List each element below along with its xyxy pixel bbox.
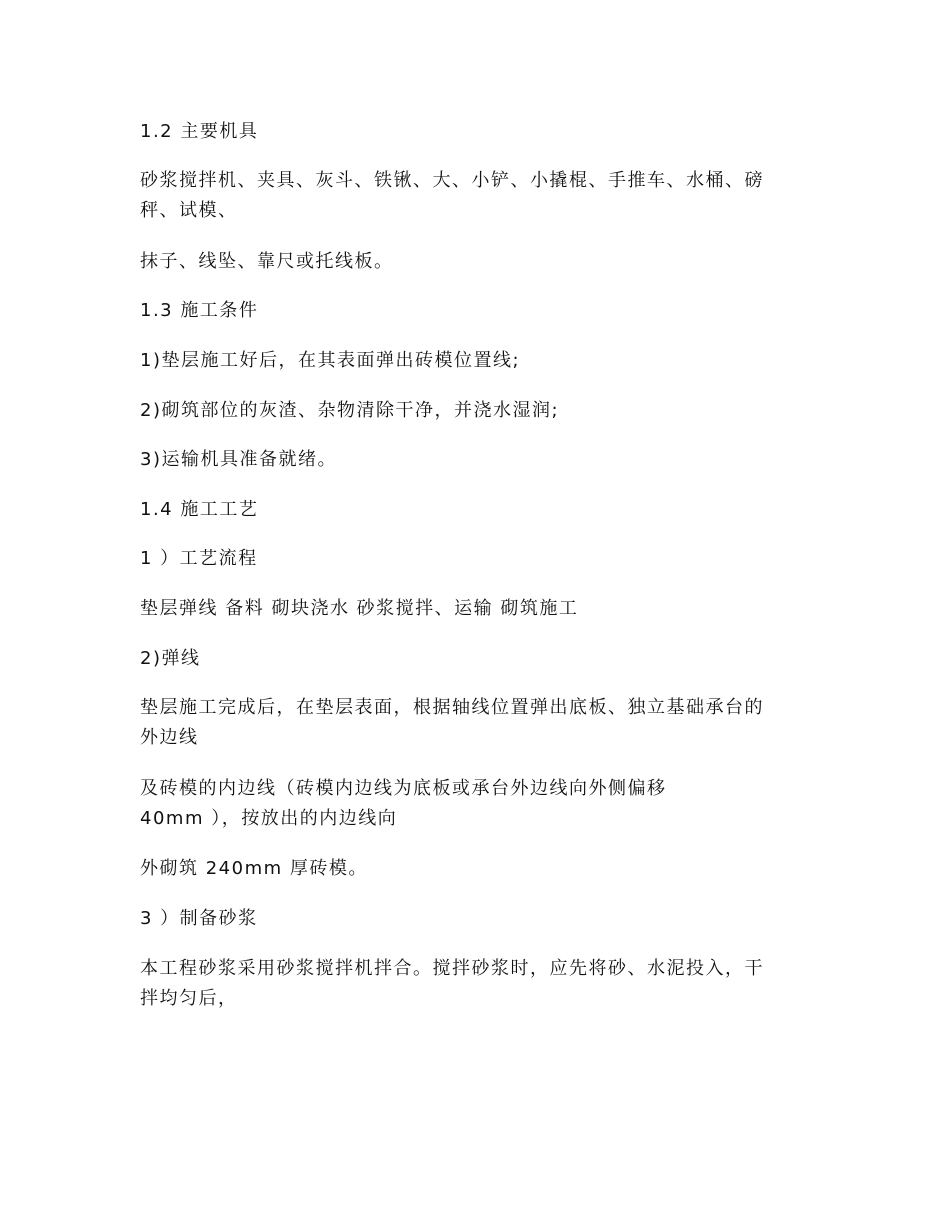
paragraph-line: 本工程砂浆采用砂浆搅拌机拌合。搅拌砂浆时，应先将砂、水泥投入，干 [140, 958, 764, 979]
paragraph-mortar-prep [140, 954, 812, 1014]
paragraph-line: 1.2 主要机具 [140, 121, 259, 142]
paragraph-line: 秤、试模、 [140, 200, 238, 221]
paragraph-line: 砂浆搅拌机、夹具、灰斗、铁锹、大、小铲、小撬棍、手推车、水桶、磅 [140, 170, 764, 191]
paragraph-line: 3)运输机具准备就绪。 [140, 449, 337, 470]
paragraph-line: 1)垫层施工好后，在其表面弹出砖模位置线; [140, 350, 521, 371]
paragraph-tools-list [140, 166, 812, 226]
paragraph-line: 40mm ），按放出的内边线向 [140, 808, 398, 829]
paragraph-line: 1 ）工艺流程 [140, 548, 258, 569]
paragraph-line: 1.3 施工条件 [140, 300, 259, 321]
list-item-condition-1 [140, 346, 812, 376]
paragraph-line: 1.4 施工工艺 [140, 499, 259, 520]
paragraph-line: 2)砌筑部位的灰渣、杂物清除干净，并浇水湿润; [140, 400, 560, 421]
paragraph-line: 外边线 [140, 727, 199, 748]
paragraph-line: 垫层施工完成后，在垫层表面，根据轴线位置弹出底板、独立基础承台的 [140, 697, 764, 718]
paragraph-inner-edge [140, 774, 812, 834]
subheading-line-marking [140, 644, 812, 674]
paragraph-line: 拌均匀后， [140, 988, 238, 1009]
paragraph-line: 3 ）制备砂浆 [140, 908, 258, 929]
heading-construction-conditions [140, 296, 812, 326]
paragraph-line: 外砌筑 240mm 厚砖模。 [140, 858, 368, 879]
paragraph-line-marking [140, 693, 812, 753]
paragraph-line: 及砖模的内边线（砖模内边线为底板或承台外边线向外侧偏移 [140, 778, 667, 799]
list-item-condition-2 [140, 396, 812, 426]
paragraph-process-flow [140, 594, 812, 624]
subheading-mortar-prep [140, 904, 812, 934]
paragraph-line: 2)弹线 [140, 648, 201, 669]
paragraph-line: 抹子、线坠、靠尺或托线板。 [140, 251, 394, 272]
subheading-process-flow [140, 544, 812, 574]
list-item-condition-3 [140, 445, 812, 475]
paragraph-brick-mold [140, 854, 812, 884]
paragraph-line: 垫层弹线 备料 砌块浇水 砂浆搅拌、运输 砌筑施工 [140, 598, 579, 619]
paragraph-tools-list-cont [140, 247, 812, 277]
heading-construction-process [140, 495, 812, 525]
heading-main-tools [140, 117, 812, 147]
